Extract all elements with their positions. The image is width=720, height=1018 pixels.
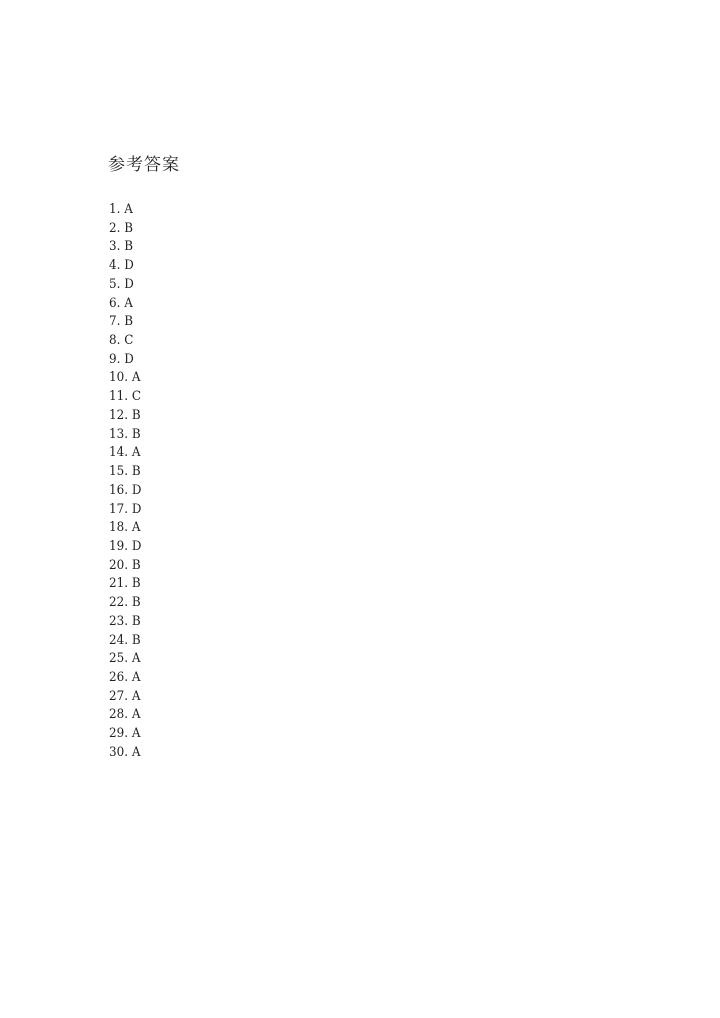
answer-list <box>109 201 144 763</box>
answer-item: 18. A <box>109 520 141 536</box>
answer-item: 26. A <box>109 669 141 685</box>
answer-item: 22. B <box>109 595 141 611</box>
answer-item: 25. A <box>109 651 141 667</box>
answer-item: 6. A <box>109 295 133 311</box>
answer-item: 13. B <box>109 426 141 442</box>
answer-item: 7. B <box>109 314 134 330</box>
answer-item: 16. D <box>109 482 142 498</box>
answer-item: 15. B <box>109 464 141 480</box>
answer-item: 9. D <box>109 351 134 367</box>
answer-item: 30. A <box>109 744 141 760</box>
page-title: 参考答案 <box>108 155 180 175</box>
answer-item: 23. B <box>109 613 141 629</box>
answer-item: 8. C <box>109 333 134 349</box>
answer-item: 12. B <box>109 407 141 423</box>
answer-item: 10. A <box>109 370 141 386</box>
answer-item: 28. A <box>109 707 141 723</box>
answer-item: 27. A <box>109 688 141 704</box>
answer-item: 17. D <box>109 501 142 517</box>
answer-item: 11. C <box>109 389 141 405</box>
answer-item: 29. A <box>109 726 141 742</box>
answer-item: 1. A <box>109 202 133 217</box>
answer-item: 3. B <box>109 239 134 255</box>
answer-item: 21. B <box>109 576 141 592</box>
answer-item: 24. B <box>109 632 141 648</box>
answer-item: 2. B <box>109 220 134 236</box>
answer-item: 20. B <box>109 557 141 573</box>
answer-item: 14. A <box>109 445 141 461</box>
answer-item: 19. D <box>109 538 142 554</box>
answer-item: 5. D <box>109 276 134 292</box>
answer-item: 4. D <box>109 258 134 274</box>
